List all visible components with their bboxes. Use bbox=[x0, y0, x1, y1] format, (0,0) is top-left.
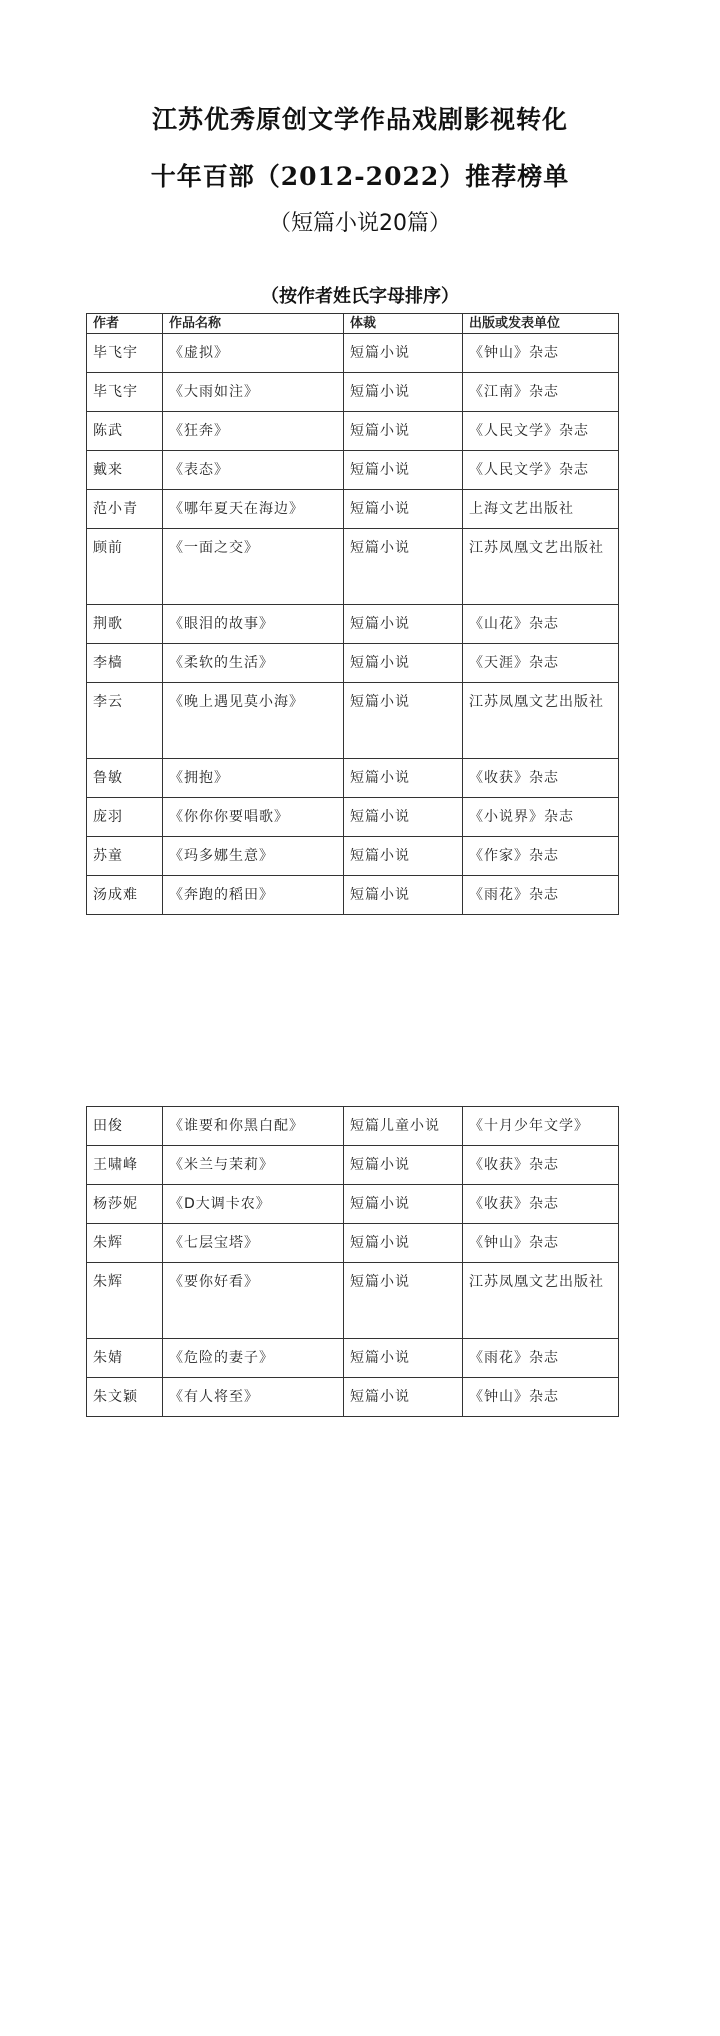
title-cell: 《表态》 bbox=[163, 451, 344, 490]
genre-cell: 短篇小说 bbox=[344, 759, 463, 798]
author-cell: 毕飞宇 bbox=[87, 334, 163, 373]
publisher-cell: 《雨花》杂志 bbox=[463, 876, 619, 915]
publisher-cell: 《小说界》杂志 bbox=[463, 798, 619, 837]
genre-cell: 短篇小说 bbox=[344, 644, 463, 683]
author-cell: 顾前 bbox=[87, 529, 163, 605]
table-row bbox=[87, 334, 619, 373]
publisher-cell: 《江南》杂志 bbox=[463, 373, 619, 412]
author-cell: 荆歌 bbox=[87, 605, 163, 644]
title-cell: 《晚上遇见莫小海》 bbox=[163, 683, 344, 759]
publisher-cell: 《人民文学》杂志 bbox=[463, 451, 619, 490]
publisher-cell: 《钟山》杂志 bbox=[463, 1224, 619, 1263]
publisher-cell: 《钟山》杂志 bbox=[463, 1378, 619, 1417]
table-row bbox=[87, 644, 619, 683]
recommendation-table-part-1 bbox=[86, 313, 619, 915]
title-cell: 《有人将至》 bbox=[163, 1378, 344, 1417]
title-cell: 《谁要和你黑白配》 bbox=[163, 1107, 344, 1146]
table-row bbox=[87, 876, 619, 915]
genre-cell: 短篇小说 bbox=[344, 837, 463, 876]
author-cell: 毕飞宇 bbox=[87, 373, 163, 412]
publisher-cell: 江苏凤凰文艺出版社 bbox=[463, 529, 619, 605]
title-cell: 《玛多娜生意》 bbox=[163, 837, 344, 876]
genre-cell: 短篇小说 bbox=[344, 334, 463, 373]
sort-note: （按作者姓氏字母排序） bbox=[261, 286, 459, 307]
publisher-cell: 《山花》杂志 bbox=[463, 605, 619, 644]
genre-cell: 短篇小说 bbox=[344, 1224, 463, 1263]
table-row bbox=[87, 412, 619, 451]
publisher-cell: 《钟山》杂志 bbox=[463, 334, 619, 373]
genre-cell: 短篇小说 bbox=[344, 529, 463, 605]
author-cell: 杨莎妮 bbox=[87, 1185, 163, 1224]
column-header-publisher: 出版或发表单位 bbox=[463, 314, 619, 334]
title-cell: 《危险的妻子》 bbox=[163, 1339, 344, 1378]
genre-cell: 短篇小说 bbox=[344, 1339, 463, 1378]
recommendation-table-part-2 bbox=[86, 1106, 619, 1417]
publisher-cell: 江苏凤凰文艺出版社 bbox=[463, 1263, 619, 1339]
title-cell: 《七层宝塔》 bbox=[163, 1224, 344, 1263]
author-cell: 范小青 bbox=[87, 490, 163, 529]
author-cell: 陈武 bbox=[87, 412, 163, 451]
publisher-cell: 《人民文学》杂志 bbox=[463, 412, 619, 451]
table-row bbox=[87, 605, 619, 644]
genre-cell: 短篇小说 bbox=[344, 412, 463, 451]
page-subtitle: （短篇小说20篇） bbox=[269, 211, 451, 236]
table-row bbox=[87, 529, 619, 605]
table-row bbox=[87, 490, 619, 529]
page-title: 江苏优秀原创文学作品戏剧影视转化 bbox=[151, 105, 568, 134]
title-cell: 《你你你要唱歌》 bbox=[163, 798, 344, 837]
title-cell: 《柔软的生活》 bbox=[163, 644, 344, 683]
table-row bbox=[87, 683, 619, 759]
author-cell: 戴来 bbox=[87, 451, 163, 490]
title-cell: 《米兰与茉莉》 bbox=[163, 1146, 344, 1185]
column-header-author: 作者 bbox=[87, 314, 163, 334]
table-body bbox=[87, 1107, 619, 1417]
author-cell: 汤成难 bbox=[87, 876, 163, 915]
genre-cell: 短篇小说 bbox=[344, 683, 463, 759]
table-row bbox=[87, 1185, 619, 1224]
genre-cell: 短篇小说 bbox=[344, 1263, 463, 1339]
title-cell: 《虚拟》 bbox=[163, 334, 344, 373]
genre-cell: 短篇小说 bbox=[344, 876, 463, 915]
author-cell: 李樯 bbox=[87, 644, 163, 683]
title-cell: 《奔跑的稻田》 bbox=[163, 876, 344, 915]
table-row bbox=[87, 1263, 619, 1339]
author-cell: 朱辉 bbox=[87, 1263, 163, 1339]
publisher-cell: 《收获》杂志 bbox=[463, 759, 619, 798]
author-cell: 苏童 bbox=[87, 837, 163, 876]
title-cell: 《大雨如注》 bbox=[163, 373, 344, 412]
genre-cell: 短篇小说 bbox=[344, 451, 463, 490]
table-row bbox=[87, 1378, 619, 1417]
table-body bbox=[87, 334, 619, 915]
author-cell: 庞羽 bbox=[87, 798, 163, 837]
author-cell: 朱辉 bbox=[87, 1224, 163, 1263]
title-cell: 《拥抱》 bbox=[163, 759, 344, 798]
publisher-cell: 江苏凤凰文艺出版社 bbox=[463, 683, 619, 759]
table-row bbox=[87, 759, 619, 798]
genre-cell: 短篇小说 bbox=[344, 798, 463, 837]
author-cell: 李云 bbox=[87, 683, 163, 759]
publisher-cell: 《雨花》杂志 bbox=[463, 1339, 619, 1378]
genre-cell: 短篇小说 bbox=[344, 1185, 463, 1224]
table-row bbox=[87, 1107, 619, 1146]
publisher-cell: 上海文艺出版社 bbox=[463, 490, 619, 529]
genre-cell: 短篇小说 bbox=[344, 490, 463, 529]
author-cell: 朱文颖 bbox=[87, 1378, 163, 1417]
title-cell: 《哪年夏天在海边》 bbox=[163, 490, 344, 529]
title-cell: 《一面之交》 bbox=[163, 529, 344, 605]
author-cell: 朱婧 bbox=[87, 1339, 163, 1378]
genre-cell: 短篇儿童小说 bbox=[344, 1107, 463, 1146]
table-header-row bbox=[87, 314, 619, 334]
table-row bbox=[87, 1146, 619, 1185]
column-header-genre: 体裁 bbox=[344, 314, 463, 334]
author-cell: 鲁敏 bbox=[87, 759, 163, 798]
author-cell: 田俊 bbox=[87, 1107, 163, 1146]
publisher-cell: 《收获》杂志 bbox=[463, 1185, 619, 1224]
column-header-title: 作品名称 bbox=[163, 314, 344, 334]
table-row bbox=[87, 798, 619, 837]
page-title-line-2: 十年百部（2012-2022）推荐榜单 bbox=[150, 162, 570, 191]
publisher-cell: 《作家》杂志 bbox=[463, 837, 619, 876]
title-cell: 《眼泪的故事》 bbox=[163, 605, 344, 644]
genre-cell: 短篇小说 bbox=[344, 1378, 463, 1417]
table-row bbox=[87, 451, 619, 490]
genre-cell: 短篇小说 bbox=[344, 373, 463, 412]
title-cell: 《D大调卡农》 bbox=[163, 1185, 344, 1224]
table-row bbox=[87, 837, 619, 876]
table-row bbox=[87, 373, 619, 412]
publisher-cell: 《收获》杂志 bbox=[463, 1146, 619, 1185]
genre-cell: 短篇小说 bbox=[344, 1146, 463, 1185]
publisher-cell: 《天涯》杂志 bbox=[463, 644, 619, 683]
publisher-cell: 《十月少年文学》 bbox=[463, 1107, 619, 1146]
table-row bbox=[87, 1339, 619, 1378]
table-row bbox=[87, 1224, 619, 1263]
author-cell: 王啸峰 bbox=[87, 1146, 163, 1185]
title-cell: 《狂奔》 bbox=[163, 412, 344, 451]
genre-cell: 短篇小说 bbox=[344, 605, 463, 644]
title-cell: 《要你好看》 bbox=[163, 1263, 344, 1339]
